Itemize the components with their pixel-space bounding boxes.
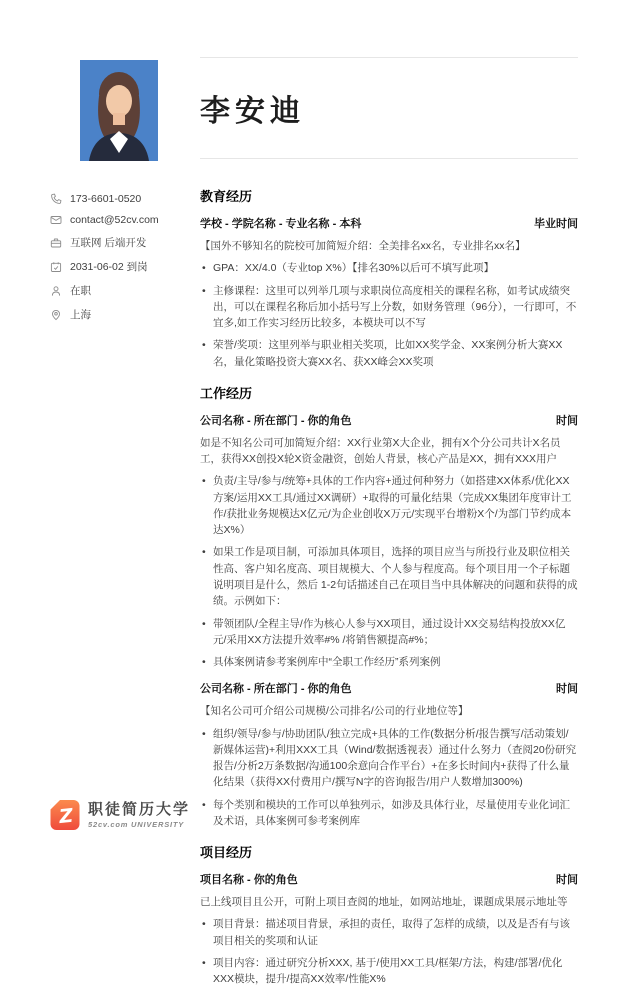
work-bullet: • 组织/领导/参与/协助团队/独立完成+具体的工作(数据分析/报告撰写/活动策划/新媒体运营)+利用XXX工具（Wind/数据透视表）通过什么努力（查阅20份研究报告/分析2万条数据/沟通100余意向合作平台）+在多长时间内+获得了什么量化结果（获得XX付费用户/撰写N字的咨询报告/用户人数增加300%) <box>200 726 578 791</box>
project-section-title: 项目经历 <box>200 845 253 861</box>
mail-icon <box>50 214 62 226</box>
phone-icon <box>50 193 62 205</box>
project-entry <box>200 871 578 987</box>
project-bullet: • 项目内容：通过研究分析XXX, 基于/使用XX工具/框架/方法，构建/部署/优化XXX模块，提升/提高XX效率/性能X% <box>200 955 578 988</box>
work-entry-1-head <box>200 412 578 428</box>
work-entry-1-title: 公司名称 - 所在部门 - 你的角色 <box>200 414 352 427</box>
work-entry-1 <box>200 412 578 670</box>
section-project <box>200 842 578 987</box>
work-entry-1-bullet-list <box>200 473 578 670</box>
briefcase-icon <box>50 237 62 249</box>
contact-availability-text: 2031-06-02 到岗 <box>70 261 148 273</box>
contact-status <box>50 283 200 298</box>
brand-name-cn: 职徒简历大学 <box>88 801 191 818</box>
work-bullet: • 如果工作是项目制，可添加具体项目，选择的项目应当与所投行业及职位相关性高、客户知名度高、项目规模大、个人参与程度高。每个项目用一个子标题说明项目是什么，然后 1-2句话描述自己在项目当中具体解决的问题和获得的成绩。示例如下： <box>200 544 578 609</box>
contact-email-text: contact@52cv.com <box>70 214 159 226</box>
brand-logo-icon <box>50 799 80 831</box>
contact-availability <box>50 259 200 274</box>
contact-job-text: 互联网 后端开发 <box>70 237 147 249</box>
project-entry-date: 时间 <box>556 874 578 887</box>
work-entry-2 <box>200 680 578 829</box>
project-bullet: • 项目背景：描述项目背景，承担的责任，取得了怎样的成绩，以及是否有与该项目相关的奖项和认证 <box>200 916 578 949</box>
education-bullet: • 荣誉/奖项：这里列举与职业相关奖项，比如XX奖学金、XX案例分析大赛XX名，量化策略投资大赛XX名、获XX峰会XX奖项 <box>200 337 578 370</box>
header-name-block <box>200 57 578 159</box>
work-entry-2-bullet-list <box>200 726 578 830</box>
project-entry-head <box>200 871 578 887</box>
contact-location-text: 上海 <box>70 309 91 321</box>
contact-info <box>50 193 200 331</box>
work-entry-1-date: 时间 <box>556 414 578 427</box>
contact-phone-text: 173-6601-0520 <box>70 193 142 205</box>
resume-body <box>200 186 578 994</box>
contact-phone <box>50 193 200 205</box>
education-bullet-list <box>200 260 578 370</box>
work-bullet: • 具体案例请参考案例库中“全职工作经历”系列案例 <box>200 654 578 670</box>
brand-footer <box>50 799 190 831</box>
location-pin-icon <box>50 309 62 321</box>
work-bullet: • 负责/主导/参与/统筹+具体的工作内容+通过何种努力（如搭建XX体系/优化XX方案/运用XX工具/通过XX调研）+取得的可量化结果（完成XX集团年度审计工作/获批业务规模达X亿元/为企业创收X万元/实现平台增粉X个/为部门节约成本达X%） <box>200 473 578 538</box>
svg-text:Z: Z <box>58 804 75 829</box>
work-entry-2-intro: 【知名公司可介绍公司规模/公司排名/公司的行业地位等】 <box>200 705 469 718</box>
contact-location <box>50 307 200 322</box>
section-work <box>200 383 578 829</box>
education-entry-head <box>200 215 578 231</box>
contact-email <box>50 214 200 226</box>
contact-status-text: 在职 <box>70 285 91 297</box>
work-bullet: • 带领团队/全程主导/作为核心人参与XX项目，通过设计XX交易结构投放XX亿元/采用XX方法提升效率#% /将销售额提高#%； <box>200 616 578 649</box>
work-entry-1-intro: 如是不知名公司可加简短介绍：XX行业第X大企业，拥有X个分公司共计X名员工，获得XX创投X轮X资金融资，创始人背景，核心产品是XX，拥有XXX用户 <box>200 436 561 466</box>
education-entry-intro: 【国外不够知名的院校可加简短介绍：全美排名xx名，专业排名xx名】 <box>200 240 526 252</box>
profile-photo <box>80 60 158 161</box>
brand-text <box>88 801 190 829</box>
education-bullet: • GPA：XX/4.0（专业top X%）【排名30%以后可不填写此项】 <box>200 260 578 276</box>
education-section-title: 教育经历 <box>200 189 253 204</box>
project-entry-intro: 已上线项目且公开，可附上项目查阅的地址，如网站地址，课题成果展示地址等 <box>200 896 568 909</box>
project-bullet-list <box>200 916 578 987</box>
education-entry <box>200 215 578 370</box>
work-bullet: • 每个类别和模块的工作可以单独列示，如涉及具体行业，尽量使用专业化词汇及术语，具体案例可参考案例库 <box>200 797 578 830</box>
education-bullet: • 主修课程：这里可以列举几项与求职岗位高度相关的课程名称，如考试成绩突出，可以在课程名称后加小括号写上分数，如财务管理（96分），一行即可，不宜多,如工作实习经历比较多，本模块可以不写 <box>200 283 578 332</box>
user-icon <box>50 285 62 297</box>
education-entry-date: 毕业时间 <box>534 218 578 230</box>
work-entry-2-title: 公司名称 - 所在部门 - 你的角色 <box>200 683 352 696</box>
work-entry-2-date: 时间 <box>556 683 578 696</box>
id-photo-illustration <box>80 60 158 161</box>
work-section-title: 工作经历 <box>200 385 253 401</box>
project-entry-title: 项目名称 - 你的角色 <box>200 874 298 887</box>
candidate-name: 李安迪 <box>200 95 305 128</box>
education-entry-title: 学校 - 学院名称 - 专业名称 - 本科 <box>200 218 362 230</box>
section-education <box>200 186 578 370</box>
work-entry-2-head <box>200 680 578 696</box>
calendar-check-icon <box>50 261 62 273</box>
brand-name-en: 52cv.com UNIVERSITY <box>88 820 185 829</box>
contact-job-intention <box>50 235 200 250</box>
